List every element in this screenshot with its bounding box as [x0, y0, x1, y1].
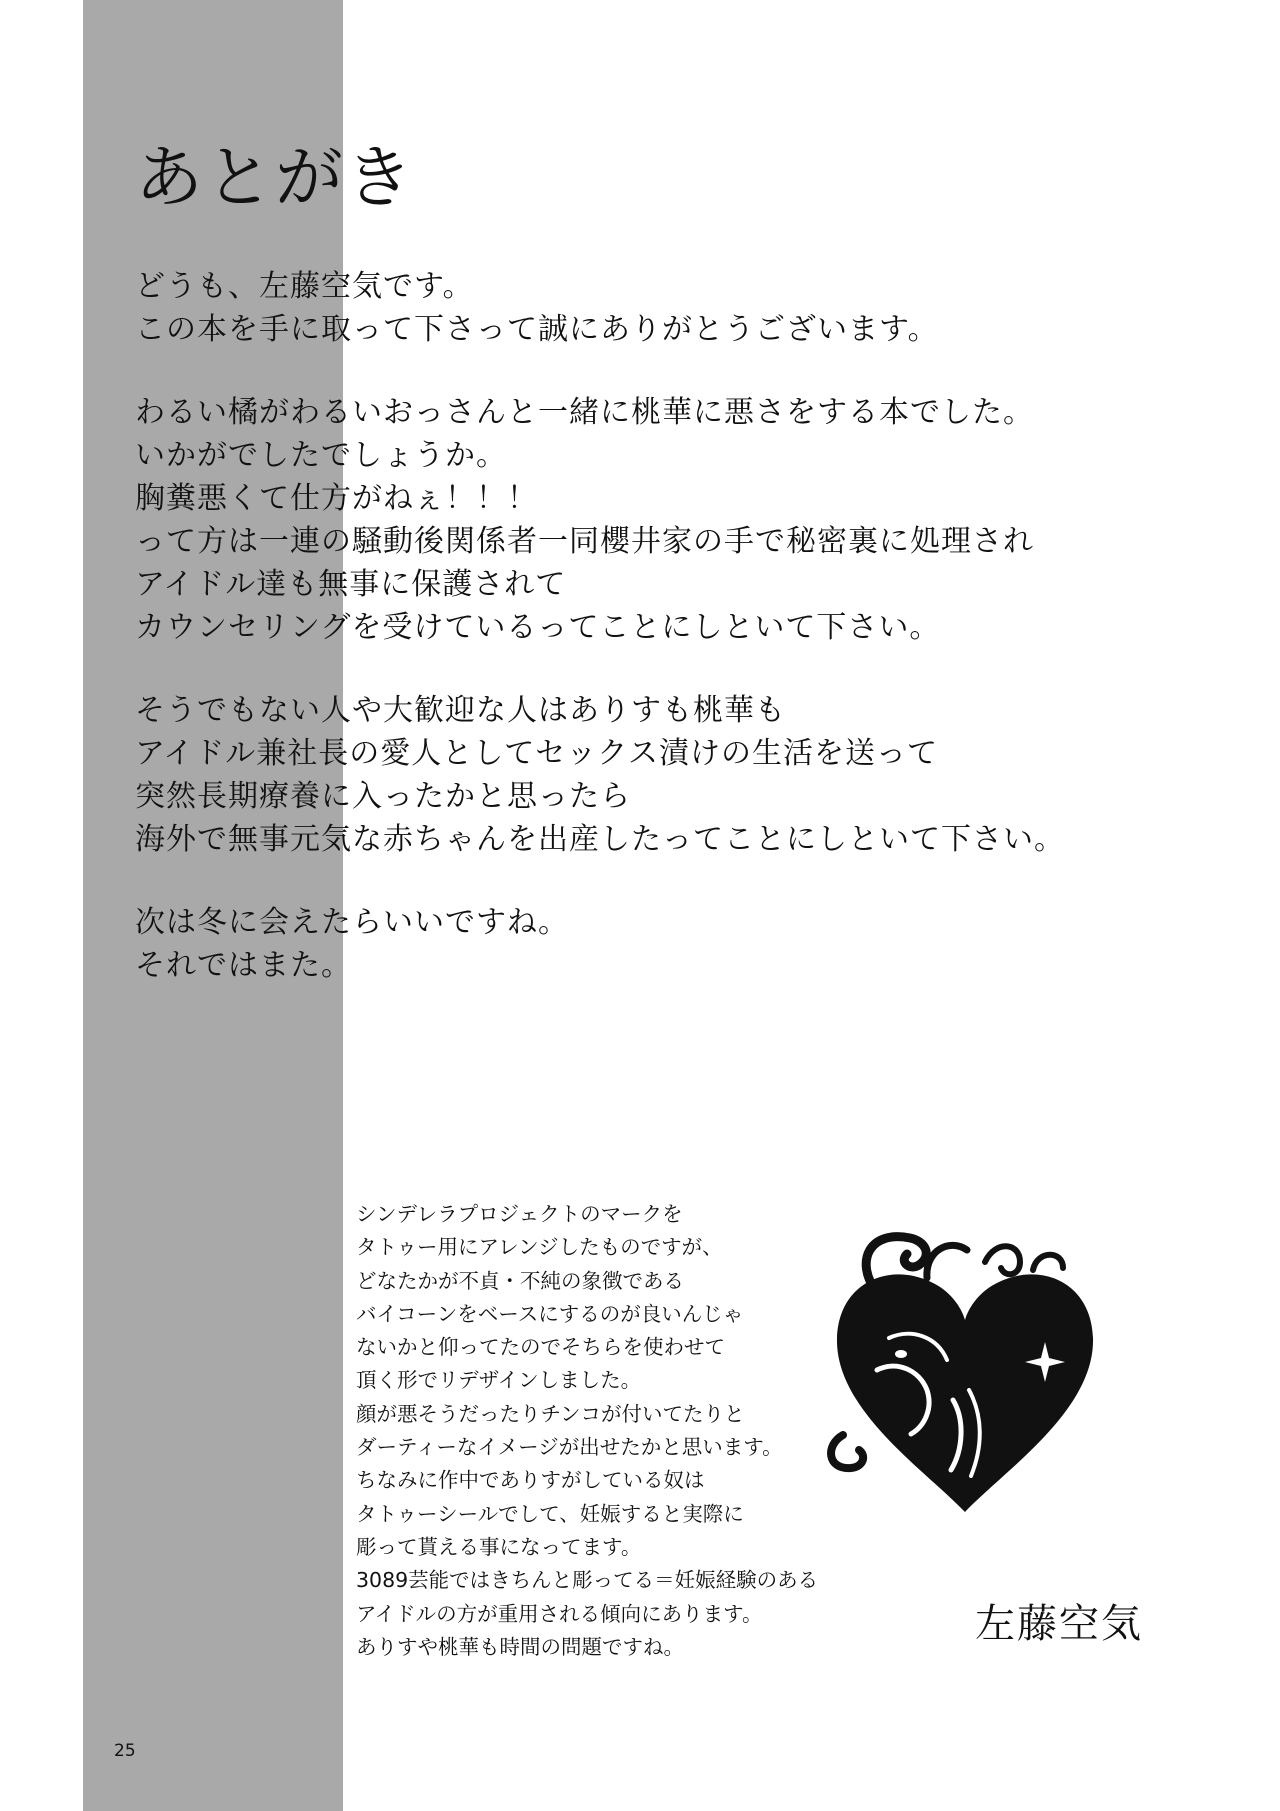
note-line: ありすや桃華も時間の問題ですね。: [356, 1634, 684, 1659]
body-line: この本を手に取って下さって誠にありがとうございます。: [135, 312, 939, 347]
note-line: 3089芸能ではきちんと彫ってる＝妊娠経験のある: [356, 1568, 819, 1593]
note-line: 彫って貰える事になってます。: [356, 1534, 642, 1559]
page-number: 25: [114, 1741, 136, 1761]
note-line: タトゥーシールでして、妊娠すると実際に: [356, 1501, 744, 1526]
body-line: カウンセリングを受けているってことにしといて下さい。: [135, 610, 941, 645]
author-signature: 左藤空気: [975, 1601, 1143, 1647]
body-line: それではまた。: [135, 948, 352, 983]
body-line: そうでもない人や大歓迎な人はありすも桃華も: [135, 693, 786, 728]
note-line: ないかと仰ってたのでそちらを使わせて: [356, 1335, 725, 1360]
note-line: シンデレラプロジェクトのマークを: [356, 1202, 683, 1226]
body-line: アイドル達も無事に保護されて: [135, 567, 567, 602]
body-line: どうも、左藤空気です。: [135, 269, 474, 304]
body-line: 胸糞悪くて仕方がねぇ！！！: [135, 481, 538, 516]
body-line: 次は冬に会えたらいいですね。: [135, 905, 569, 940]
note-line: どなたかが不貞・不純の象徴である: [356, 1268, 684, 1293]
note-line: バイコーンをベースにするのが良いんじゃ: [356, 1301, 744, 1326]
note-line: ちなみに作中でありすがしている奴は: [356, 1468, 705, 1493]
note-line: ダーティーなイメージが出せたかと思います。: [356, 1435, 783, 1460]
page-title: あとがき: [135, 139, 416, 218]
body-line: アイドル兼社長の愛人としてセックス漬けの生活を送って: [135, 736, 938, 771]
body-line: って方は一連の騒動後関係者一同櫻井家の手で秘密裏に処理され: [135, 524, 1034, 559]
afterword-body: [135, 265, 1175, 987]
body-line: 突然長期療養に入ったかと思ったら: [135, 779, 631, 814]
body-line: わるい橘がわるいおっさんと一緒に桃華に悪さをする本でした。: [135, 395, 1034, 430]
note-line: 頂く形でリデザインしました。: [356, 1368, 642, 1393]
note-line: アイドルの方が重用される傾向にあります。: [356, 1601, 763, 1626]
bicorn-heart-emblem-icon: [815, 1220, 1115, 1520]
note-line: タトゥー用にアレンジしたものですが、: [356, 1235, 723, 1260]
note-line: 顔が悪そうだったりチンコが付いてたりと: [356, 1401, 745, 1426]
body-line: いかがでしたでしょうか。: [135, 438, 507, 473]
body-line: 海外で無事元気な赤ちゃんを出産したってことにしといて下さい。: [135, 822, 1065, 857]
